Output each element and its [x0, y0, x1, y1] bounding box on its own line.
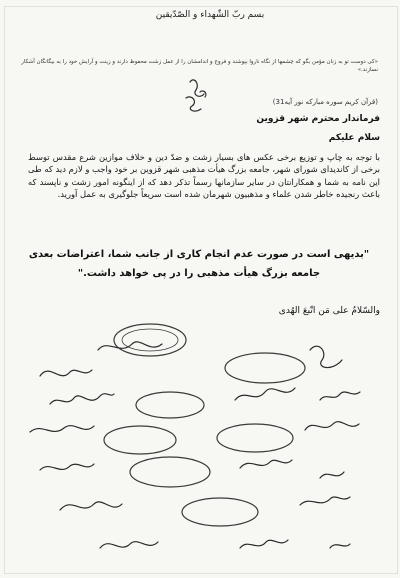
- warning-statement: "بدیهی است در صورت عدم انجام کاری از جانب شما، اعتراضات بعدی جامعه بزرگ هیأت مذهبی را در پی خواهد داشت.": [28, 249, 370, 279]
- signature-scribble: [40, 464, 94, 470]
- signature-scribble: [330, 544, 350, 548]
- closing-salutation: والسّلامُ علی مَن اتّبعَ الهُدی: [278, 306, 380, 316]
- signature-scribble: [305, 422, 359, 430]
- letter-body: با توجه به چاپ و توزیع برخی عکس های بسیار زشت و ضدّ دین و خلاف موازین شرع مقدس توسط برخی از کاندیدای شورای شهر، جامعه بزرگ هیأت مذهبی شهر قزوین بر خود واجب و لازم دید که طی این نامه به شما و همکارانتان در سایر سازمانها رسماً تذکر دهد که از اینگونه امور زشت و ناپسند که باعث رنجیده خاطر شدن علماء و مذهبیون شهرمان شده است سریعاً جلوگیری به عمل آورید.: [28, 152, 380, 200]
- signature-scribble: [320, 392, 360, 400]
- signature-scribble: [100, 542, 158, 548]
- bismillah-header: بسم ربّ الشّهداء و الصّدّیقین: [155, 10, 265, 20]
- stamp-seal: [225, 353, 305, 383]
- verse-reference: (قرآن کریم سوره مبارکه نور آیه31): [272, 98, 378, 106]
- quran-verse: «کی دوست تو به زنان مؤمن بگو که چشمها از نگاه ناروا بپوشند و فروج و اندامشان را از عمل زشت محفوظ دارند و زینت و آرایش خود را به بیگانگان آشکار نسازند.»: [21, 59, 378, 74]
- signature-scribble: [240, 460, 292, 468]
- signature-scribble: [60, 502, 122, 510]
- stamp-seal: [136, 392, 204, 418]
- signature-scribble: [235, 388, 295, 400]
- margin-note-scribble: [186, 97, 201, 111]
- margin-note-scribble: [190, 80, 206, 97]
- stamp-seal: [182, 498, 258, 526]
- stamp-seal: [217, 424, 293, 452]
- stamp-seal: [104, 426, 176, 454]
- greeting-line: سلام علیکم: [328, 133, 380, 143]
- stamp-seal: [130, 457, 210, 487]
- signature-scribble: [310, 346, 342, 367]
- stamp-seal: [122, 329, 178, 351]
- signature-scribble: [300, 497, 350, 505]
- signature-scribble: [40, 370, 92, 376]
- recipient-line: فرماندار محترم شهر قزوین: [256, 114, 380, 124]
- signature-scribble: [98, 342, 162, 350]
- signature-scribble: [30, 426, 94, 432]
- signature-scribble: [50, 394, 114, 404]
- signature-scribble: [320, 472, 344, 478]
- signature-scribble: [240, 540, 288, 548]
